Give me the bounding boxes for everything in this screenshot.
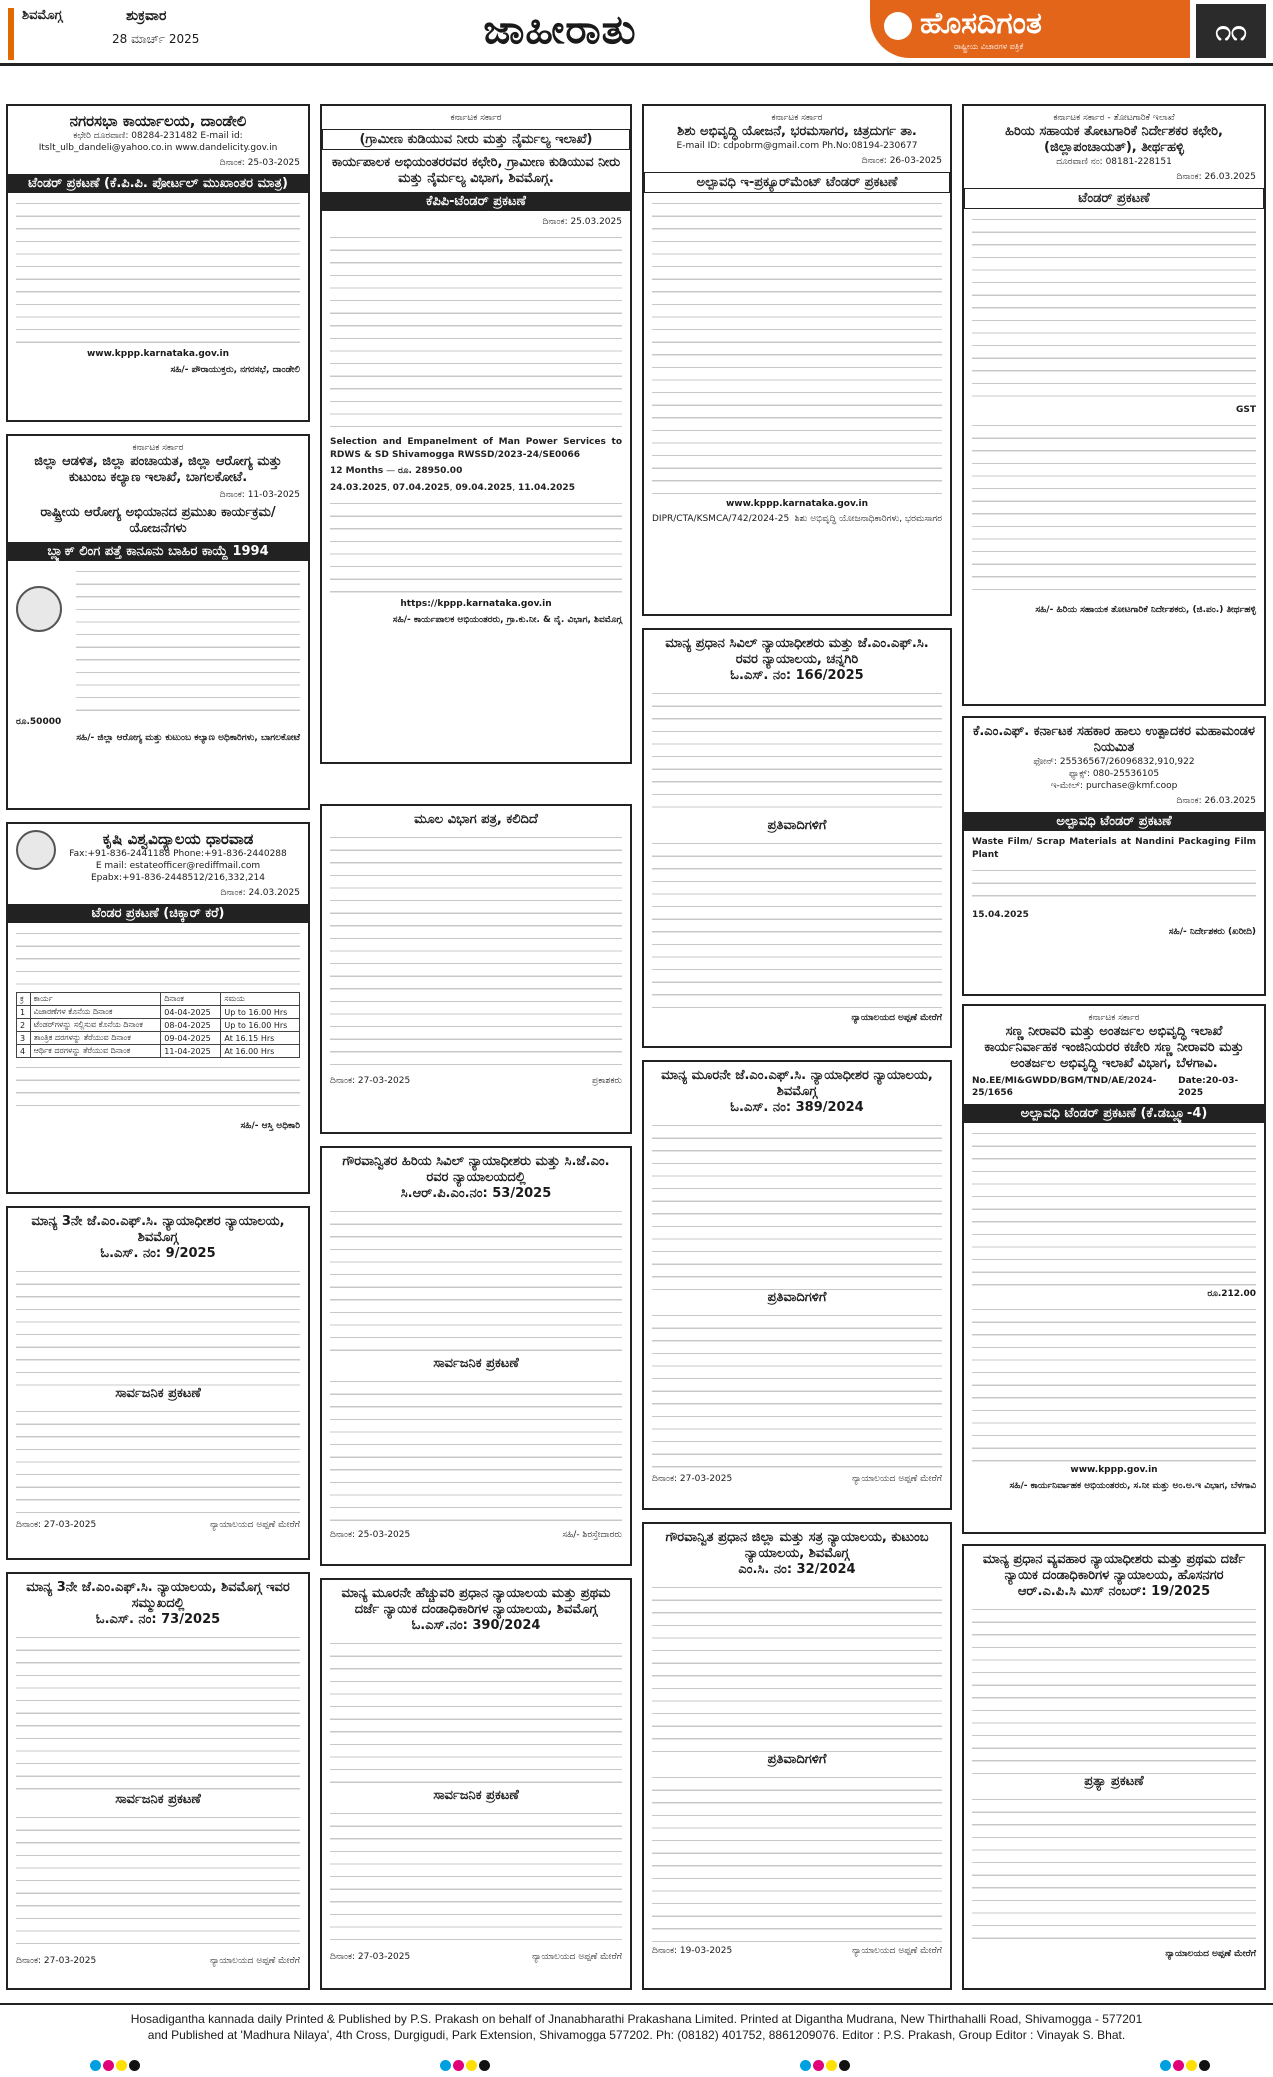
case-number: ಆರ್.ಎ.ಪಿ.ಸಿ ಮಿಸ್ ನಂಬರ್: 19/2025 [1017,1584,1211,1599]
ad-date-2: 07.04.2025 [392,482,450,493]
table-row [17,1045,300,1058]
ad-date: ದಿನಾಂಕ: 26.03.2025 [1176,172,1256,182]
section-title: ಜಾಹೀರಾತು [483,6,637,53]
ad-signature: ನ್ಯಾಯಾಲಯದ ಅಪ್ಪಣೆ ಮೇರೆಗೆ [209,1520,300,1530]
ad-signature: ನ್ಯಾಯಾಲಯದ ಅಪ್ಪಣೆ ಮೇರೆಗೆ [531,1952,622,1962]
ad-body-text [972,1128,1256,1288]
ad-title: ಸಣ್ಣ ನೀರಾವರಿ ಮತ್ತು ಅಂತರ್ಜಲ ಅಭಿವೃದ್ಧಿ ಇಲಾಖೆ ಕಾರ್ಯನಿರ್ವಾಹಕ ಇಂಜಿನಿಯರರ ಕಚೇರಿ ಸಣ್ಣ ನೀರಾವರಿ ಮತ್ತು ಅಂತರ್ಜಲ ಅಭಿವೃದ್ಧಿ ಇಲಾಖೆ ವಿಭಾಗ, ಬೆಳಗಾವಿ. [984,1024,1244,1071]
ad-body-text-2 [652,838,942,1008]
ad-body-text [16,1632,300,1792]
magenta-dot-icon [453,2060,464,2071]
ad-date: ದಿನಾಂಕ: 25.03.2025 [542,217,622,227]
table-header-row [17,993,300,1006]
ad-body-text-2 [652,1310,942,1470]
paper-logo [870,0,1190,58]
ad-subtitle: ಸಾರ್ವಜನಿಕ ಪ್ರಕಟಣೆ [115,1386,201,1401]
masthead [0,0,1273,66]
imprint-footer [0,2003,1273,2047]
logo-emblem-icon [884,12,912,40]
ad-dates: 24.03.2025, 07.04.2025, 09.04.2025, 11.04.2025 [330,482,575,493]
ad-ref: No.EE/MI&GWDD/BGM/TND/AE/2024-25/1656 [972,1076,1157,1098]
magenta-dot-icon [813,2060,824,2071]
table-row [17,1032,300,1045]
ad-title: ಗೌರವಾನ್ವಿತರ ಹಿರಿಯ ಸಿವಿಲ್ ನ್ಯಾಯಾಧೀಶರು ಮತ್ತು ಸಿ.ಜೆ.ಎಂ. ರವರ ನ್ಯಾಯಾಲಯದಲ್ಲಿ [342,1154,610,1185]
ad-email: E-mail ID: cdpobrm@gmail.com Ph.No:08194-230677 [676,141,918,151]
ad-fax: ಫ್ಯಾಕ್ಸ್: 080-25536105 [1068,769,1160,779]
ad-cdpo-bharamasagara [642,104,952,616]
ad-title: ಮೂಲ ವಿಭಾಗ ಪತ್ರ, ಕಲಿದಿದೆ [414,812,538,827]
ad-date-1: 24.03.2025 [330,482,387,493]
cyan-dot-icon [800,2060,811,2071]
issue-day: ಶುಕ್ರವಾರ [126,8,167,24]
issue-info [8,8,228,60]
case-number: ಓ.ಎಸ್. ನಂ: 166/2025 [730,668,864,683]
table-header-cell: ಕಾರ್ಯ [30,993,161,1006]
ad-signature: ನ್ಯಾಯಾಲಯದ ಅಪ್ಪಣೆ ಮೇರೆಗೆ [851,1474,942,1484]
table-cell: Up to 16.00 Hrs [221,1006,300,1019]
ad-body-text [972,214,1256,404]
ad-court-notice-os9 [6,1206,310,1560]
table-cell: ಟೆಂಡರ್‌ಗಳನ್ನು ಸಲ್ಲಿಸುವ ಕೊನೆಯ ದಿನಾಂಕ [30,1019,161,1032]
ad-body-text [16,1266,300,1386]
black-dot-icon [129,2060,140,2071]
case-number: ಓ.ಎಸ್. ನಂ: 389/2024 [730,1100,864,1115]
ad-title: ಕೃಷಿ ವಿಶ್ವವಿದ್ಯಾಲಯ ಧಾರವಾಡ [102,830,254,848]
ad-phone: ಫೋನ್: 25536567/26096832,910,922 [1033,757,1195,767]
ad-court-mc32 [642,1522,952,1990]
magenta-dot-icon [1173,2060,1184,2071]
table-cell: Up to 16.00 Hrs [221,1019,300,1032]
ad-body-text-2 [972,1794,1256,1944]
emblem-icon [16,586,62,632]
table-cell: 09-04-2025 [161,1032,221,1045]
ad-title: ಜಿಲ್ಲಾ ಆಡಳಿತ, ಜಿಲ್ಲಾ ಪಂಚಾಯತ, ಜಿಲ್ಲಾ ಆರೋಗ್ಯ ಮತ್ತು ಕುಟುಂಬ ಕಲ್ಯಾಣ ಇಲಾಖೆ, ಬಾಗಲಕೋಟೆ. [34,454,282,485]
ad-band: ಬ್ಲ್ಯಾಕ್ ಲಿಂಗ ಪತ್ತೆ ಕಾನೂನು ಬಾಹಿರ ಕಾಯ್ದೆ 1994 [8,542,308,561]
ad-body-text-2 [330,1376,622,1526]
ad-band: (ಗ್ರಾಮೀಣ ಕುಡಿಯುವ ನೀರು ಮತ್ತು ನೈರ್ಮಲ್ಯ ಇಲಾಖೆ) [322,129,630,150]
ad-govt: ಕರ್ನಾಟಕ ಸರ್ಕಾರ [771,113,823,123]
ad-court-hosanagara [962,1544,1266,1990]
ad-body-text-2 [330,498,622,598]
ad-signature: ನ್ಯಾಯಾಲಯದ ಅಪ್ಪಣೆ ಮೇರೆಗೆ [851,1946,942,1956]
ad-signature: ಸಹಿ/- ಕಾರ್ಯಪಾಲಕ ಅಭಿಯಂತರರು, ಗ್ರಾ.ಕು.ನೀ. & ನೈ. ವಿಭಾಗ, ಶಿವಮೊಗ್ಗ [392,615,622,626]
registration-marks-center-left [440,2060,490,2072]
ad-signature: ನ್ಯಾಯಾಲಯದ ಅಪ್ಪಣೆ ಮೇರೆಗೆ [1165,1949,1256,1959]
table-cell: ವಿಜಾರಣೆಗಳ ಕೊನೆಯ ದಿನಾಂಕ [30,1006,161,1019]
ad-email: ಇ-ಮೇಲ್: purchase@kmf.coop [1050,781,1178,791]
ad-minor-irrigation-belagavi [962,1004,1266,1534]
ad-subtitle: ಪ್ರತಿವಾದಿಗಳಿಗೆ [767,1752,827,1767]
ad-signature: ಸಹಿ/- ನಿರ್ದೇಶಕರು (ಖರೀದಿ) [1168,926,1256,937]
ad-signature: ಶಿಶು ಅಭಿವೃದ್ಧಿ ಯೋಜನಾಧಿಕಾರಿಗಳು, ಭರಮಸಾಗರ [794,514,942,524]
ad-date: ದಿನಾಂಕ: 26-03-2025 [861,156,942,166]
ad-title: ಹಿರಿಯ ಸಹಾಯಕ ತೋಟಗಾರಿಕೆ ನಿರ್ದೇಶಕರ ಕಛೇರಿ, (ಜಿಲ್ಲಾಪಂಚಾಯತ್), ತೀರ್ಥಹಳ್ಳಿ [1005,124,1223,155]
registration-marks-left [90,2060,140,2072]
ad-govt: ಕರ್ನಾಟಕ ಸರ್ಕಾರ - ತೋಟಗಾರಿಕೆ ಇಲಾಖೆ [1053,113,1175,123]
ad-horticulture-thirthahalli [962,104,1266,706]
table-cell: 2 [17,1019,31,1032]
ad-date: ದಿನಾಂಕ: 27-03-2025 [330,1952,411,1962]
university-logo-icon [16,830,56,870]
ad-phone: ದೂರವಾಣಿ ನಂ: 08181-228151 [1056,157,1172,167]
registration-marks-center-right [800,2060,850,2072]
ad-title: ಮಾನ್ಯ ಪ್ರಧಾನ ವ್ಯವಹಾರ ನ್ಯಾಯಾಧೀಶರು ಮತ್ತು ಪ್ರಥಮ ದರ್ಜೆ ನ್ಯಾಯಿಕ ದಂಡಾಧಿಕಾರಿಗಳ ನ್ಯಾಯಾಲಯ, ಹೊಸನಗರ [982,1552,1246,1583]
ad-date-3: 09.04.2025 [455,482,513,493]
page-number: ೧೧ [1196,4,1266,58]
ad-date: ದಿನಾಂಕ: 27-03-2025 [330,1076,411,1086]
ad-date: ದಿನಾಂಕ: 25-03-2025 [330,1530,411,1540]
ad-rdws-shivamogga [320,104,632,764]
imprint-line-1: Hosadigantha kannada daily Printed & Published by P.S. Prakash on behalf of Jnanabharathi Prakashana Limited. Printed at Digantha Mudrana, New Thirthahalli Road, Shivamogga - 577201 [130,2012,1143,2026]
ad-title: ಮಾನ್ಯ 3ನೇ ಜೆ.ಎಂ.ಎಫ್.ಸಿ. ನ್ಯಾಯಾಧೀಶರ ನ್ಯಾಯಾಲಯ, ಶಿವಮೊಗ್ಗ [31,1214,285,1245]
ad-body-text [330,1638,622,1788]
yellow-dot-icon [466,2060,477,2071]
black-dot-icon [839,2060,850,2071]
black-dot-icon [479,2060,490,2071]
ad-band: ಅಲ್ಪಾವಧಿ ಟೆಂಡರ್ ಪ್ರಕಟಣೆ (ಕೆ.ಡಬ್ಲ್ಯೂ-4) [964,1104,1264,1123]
ad-title: ಕಾರ್ಯಪಾಲಕ ಅಭಿಯಂತರರವರ ಕಛೇರಿ, ಗ್ರಾಮೀಣ ಕುಡಿಯುವ ನೀರು ಮತ್ತು ನೈರ್ಮಲ್ಯ ವಿಭಾಗ, ಶಿವಮೊಗ್ಗ. [331,155,621,186]
ad-code: DIPR/CTA/KSMCA/742/2024-25 [652,514,790,524]
ad-signature: ಸಹಿ/- ಪೌರಾಯುಕ್ತರು, ನಗರಸಭೆ, ದಾಂಡೇಲಿ [170,365,300,375]
ad-date: ದಿನಾಂಕ: 27-03-2025 [16,1520,97,1530]
table-cell: ತಾಂತ್ರಿಕ ದರಗಳನ್ನು ತೆರೆಯುವ ದಿನಾಂಕ [30,1032,161,1045]
ad-body-text-2 [652,1772,942,1942]
column-2 [320,104,632,1990]
ad-title: ಗೌರವಾನ್ವಿತ ಪ್ರಧಾನ ಜಿಲ್ಲಾ ಮತ್ತು ಸತ್ರ ನ್ಯಾಯಾಲಯ, ಕುಟುಂಬ ನ್ಯಾಯಾಲಯ, ಶಿವಮೊಗ್ಗ [665,1530,929,1561]
ad-signature: ಸಹಿ/- ಕಾರ್ಯನಿರ್ವಾಹಕ ಅಭಿಯಂತರರು, ಸ.ನೀ ಮತ್ತು ಅಂ.ಅ.ಇ ವಿಭಾಗ, ಬೆಳಗಾವಿ [1009,1481,1256,1491]
ad-title: ಮಾನ್ಯ ಮೂರನೇ ಹೆಚ್ಚುವರಿ ಪ್ರಧಾನ ನ್ಯಾಯಾಲಯ ಮತ್ತು ಪ್ರಥಮ ದರ್ಜೆ ನ್ಯಾಯಿಕ ದಂಡಾಧಿಕಾರಿಗಳ ನ್ಯಾಯಾಲಯ, ಶಿವಮೊಗ್ಗ [341,1586,611,1617]
ad-body-text-2 [16,1406,300,1516]
ad-web: www.kppp.karnataka.gov.in [86,349,230,359]
ad-body-text [330,232,622,432]
ad-govt: ಕರ್ನಾಟಕ ಸರ್ಕಾರ [450,113,502,123]
ad-body-text [16,198,300,348]
ad-subtitle: ಸಾರ್ವಜನಿಕ ಪ್ರಕಟಣೆ [433,1788,519,1803]
ad-court-crpm53 [320,1146,632,1566]
table-header-cell: ಕ್ರ [17,993,31,1006]
ad-months: 12 Months [330,466,384,477]
imprint-line-2: and Published at 'Madhura Nilaya', 4th Cross, Durgigudi, Park Extension, Shivamogga 577202. Ph: (08182) 401752, 8861209076. Editor : P.S. Prakash, Group Editor : Vinayak S. Bhat. [147,2028,1126,2042]
case-number: ಓ.ಎಸ್. ನಂ: 73/2025 [95,1612,221,1627]
tender-schedule-table [16,992,300,1058]
ad-gst: GST [1235,405,1256,415]
ad-dandeli-tender [6,104,310,422]
ad-govt: ಕರ್ನಾಟಕ ಸರ್ಕಾರ [132,443,184,453]
ad-web: www.kppp.gov.in [1070,1465,1158,1475]
ad-band: ಟೆಂಡರ್ ಪ್ರಕಟಣೆ (ಕೆ.ಪಿ.ಪಿ. ಪೋರ್ಟಲ್ ಮುಖಾಂತರ ಮಾತ್ರ) [8,174,308,193]
ad-title: ಮಾನ್ಯ ಪ್ರಧಾನ ಸಿವಿಲ್ ನ್ಯಾಯಾಧೀಶರು ಮತ್ತು ಜೆ.ಎಂ.ಎಫ್.ಸಿ. ರವರ ನ್ಯಾಯಾಲಯ, ಚನ್ನಗಿರಿ [665,636,929,667]
ad-date-4: 11.04.2025 [518,482,575,493]
table-row [17,1019,300,1032]
ad-court-os166 [642,628,952,1048]
ad-date: ದಿನಾಂಕ: 11-03-2025 [219,490,300,500]
ad-title: ಮಾನ್ಯ 3ನೇ ಜೆ.ಎಂ.ಎಫ್.ಸಿ. ನ್ಯಾಯಾಲಯ, ಶಿವಮೊಗ್ಗ ಇವರ ಸಮ್ಮುಖದಲ್ಲಿ [26,1580,290,1611]
ad-band: ಟೆಂಡರ್ ಪ್ರಕಟಣೆ [964,188,1264,209]
cyan-dot-icon [1160,2060,1171,2071]
ad-body-text [16,928,300,988]
case-number: ಸಿ.ಆರ್.ಪಿ.ಎಂ.ನಂ: 53/2025 [400,1186,552,1201]
ad-kmf-tender [962,716,1266,996]
ad-court-os390 [320,1578,632,1990]
ad-signature: ಸಹಿ/- ಜಿಲ್ಲಾ ಆರೋಗ್ಯ ಮತ್ತು ಕುಟುಂಬ ಕಲ್ಯಾಣ ಅಧಿಕಾರಿಗಳು, ಬಾಗಲಕೋಟೆ [76,733,300,743]
ad-date: ದಿನಾಂಕ: 26.03.2025 [1176,796,1256,806]
ad-body-text-2 [16,1812,300,1952]
ad-title: ಶಿಶು ಅಭಿವೃದ್ಧಿ ಯೋಜನೆ, ಭರಮಸಾಗರ, ಚಿತ್ರದುರ್ಗ ತಾ. [677,124,917,139]
ad-signature: ಪ್ರಕಾಶಕರು [592,1076,622,1086]
ad-notice-mula [320,804,632,1134]
yellow-dot-icon [116,2060,127,2071]
ad-date: Date:20-03-2025 [1178,1076,1239,1098]
ad-dharwad-university [6,822,310,1194]
black-dot-icon [1199,2060,1210,2071]
table-cell: ಆರ್ಥಿಕ ದರಗಳನ್ನು ತೆರೆಯುವ ದಿನಾಂಕ [30,1045,161,1058]
ad-body-text [652,688,942,818]
table-cell: At 16.15 Hrs [221,1032,300,1045]
ad-govt: ಕರ್ನಾಟಕ ಸರ್ಕಾರ [1088,1013,1140,1023]
ad-body-text [330,832,622,1072]
table-cell: 04-04-2025 [161,1006,221,1019]
city-name: ಶಿವಮೊಗ್ಗ [22,8,63,23]
cyan-dot-icon [90,2060,101,2071]
ad-court-notice-os73 [6,1572,310,1990]
magenta-dot-icon [103,2060,114,2071]
ad-body-text [652,1582,942,1752]
case-number: ಓ.ಎಸ್. ನಂ: 9/2025 [100,1246,216,1261]
ad-title: ನಗರಸಭಾ ಕಾರ್ಯಾಲಯ, ದಾಂಡೇಲಿ [69,112,247,130]
table-cell: 1 [17,1006,31,1019]
table-row [17,1006,300,1019]
table-cell: 3 [17,1032,31,1045]
ad-date: ದಿನಾಂಕ: 19-03-2025 [652,1946,733,1956]
ad-body-text-2 [330,1808,622,1948]
column-3 [642,104,952,1990]
ad-subtitle: ಸಾರ್ವಜನಿಕ ಪ್ರಕಟಣೆ [433,1356,519,1371]
ad-amount: ರೂ.50000 [16,717,62,727]
ad-date: ದಿನಾಂಕ: 25-03-2025 [219,158,300,168]
ad-duration: 12 Months — ರೂ. 28950.00 [330,466,463,477]
ad-band: ಅಲ್ಪಾವಧಿ ಟೆಂಡರ್ ಪ್ರಕಟಣೆ [964,812,1264,831]
ad-band: ಟೆಂಡರ ಪ್ರಕಟಣೆ (ಚಿಕ್ಕಾರ್ ಕರೆ) [8,904,308,923]
ad-date: ದಿನಾಂಕ: 27-03-2025 [652,1474,733,1484]
ad-closing-date: 15.04.2025 [972,910,1029,921]
issue-date: 28 ಮಾರ್ಚ್ 2025 [112,32,200,46]
ad-subtitle: ಪ್ರತ್ಯಾ ಪ್ರಕಟಣೆ [1084,1774,1144,1789]
ad-email: E mail: estateofficer@rediffmail.com [95,861,261,871]
ad-title: ಕೆ.ಎಂ.ಎಫ್. ಕರ್ನಾಟಕ ಸಹಕಾರ ಹಾಲು ಉತ್ಪಾದಕರ ಮಹಾಮಂಡಳ ನಿಯಮಿತ [972,724,1255,755]
yellow-dot-icon [826,2060,837,2071]
ad-bagalkot-health [6,434,310,810]
ad-signature: ನ್ಯಾಯಾಲಯದ ಅಪ್ಪಣೆ ಮೇರೆಗೆ [851,1013,942,1023]
ad-signature: ಸಹಿ/- ಆಸ್ತಿ ಅಧಿಕಾರಿ [240,1121,300,1131]
table-header-cell: ಸಮಯ [221,993,300,1006]
table-cell: 08-04-2025 [161,1019,221,1032]
ad-body-text [652,198,942,498]
ad-subtitle: ರಾಷ್ಟ್ರೀಯ ಆರೋಗ್ಯ ಅಭಿಯಾನದ ಪ್ರಮುಖ ಕಾರ್ಯಕ್ರಮ/ಯೋಜನೆಗಳು [40,505,276,536]
registration-marks-right [1160,2060,1210,2072]
ad-body-text [652,1120,942,1290]
ad-work-name: Selection and Empanelment of Man Power Services to RDWS & SD Shivamogga RWSSD/2023-24/SE0066 [330,437,622,460]
paper-name: ಹೊಸದಿಗಂತ [920,6,1042,41]
ad-date: ದಿನಾಂಕ: 27-03-2025 [16,1956,97,1966]
table-cell: 4 [17,1045,31,1058]
ad-amount: ರೂ. 28950.00 [398,466,463,477]
ad-band: ಅಲ್ಪಾವಧಿ ಇ-ಪ್ರಕ್ಯೂರ್‌ಮೆಂಟ್ ಟೆಂಡರ್ ಪ್ರಕಟಣೆ [644,172,950,193]
yellow-dot-icon [1186,2060,1197,2071]
ad-contact: ಕಛೇರಿ ದೂರವಾಣಿ: 08284-231482 E-mail id: Itslt_ulb_dandeli@yahoo.co.in www.dandelicity.gov.in [38,131,278,153]
ad-subtitle: ಸಾರ್ವಜನಿಕ ಪ್ರಕಟಣೆ [115,1792,201,1807]
ad-fax: Fax:+91-836-2441188 Phone:+91-836-2440288 [69,849,287,859]
ad-signature: ನ್ಯಾಯಾಲಯದ ಅಪ್ಪಣೆ ಮೇರೆಗೆ [209,1956,300,1966]
ad-body-text [972,1604,1256,1774]
ad-title: ಮಾನ್ಯ ಮೂರನೇ ಜೆ.ಎಂ.ಎಫ್.ಸಿ. ನ್ಯಾಯಾಧೀಶರ ನ್ಯಾಯಾಲಯ, ಶಿವಮೊಗ್ಗ [661,1068,933,1099]
ad-body-text [972,865,1256,905]
column-1 [6,104,310,1990]
ad-signature: ಸಹಿ/- ಶಿರಸ್ತೇದಾರರು [562,1530,622,1540]
case-number: ಓ.ಎಸ್.ನಂ: 390/2024 [411,1618,541,1633]
table-header-cell: ದಿನಾಂಕ [161,993,221,1006]
cyan-dot-icon [440,2060,451,2071]
ad-body-text [76,566,300,716]
ad-web: https://kppp.karnataka.gov.in [400,599,552,610]
ad-subtitle: ಪ್ರತಿವಾದಿಗಳಿಗೆ [767,818,827,833]
ad-body-text-2 [16,1062,300,1116]
column-4 [962,104,1266,1990]
case-number: ಎಂ.ಸಿ. ನಂ: 32/2024 [738,1562,856,1577]
ad-web: www.kppp.karnataka.gov.in [725,499,869,509]
paper-tagline: ರಾಷ್ಟ್ರೀಯ ವಿಚಾರಗಳ ಪತ್ರಿಕೆ [954,42,1024,51]
ad-body-text-2 [972,1304,1256,1464]
ad-item: Waste Film/ Scrap Materials at Nandini Packaging Film Plant [972,837,1256,860]
ad-epabx: Epabx:+91-836-2448512/216,332,214 [90,873,266,883]
ad-court-os389 [642,1060,952,1510]
ad-body-text-2 [972,420,1256,600]
table-cell: At 16.00 Hrs [221,1045,300,1058]
ad-subtitle: ಪ್ರತಿವಾದಿಗಳಿಗೆ [767,1290,827,1305]
ad-amount: ರೂ.212.00 [1207,1289,1256,1299]
ad-signature: ಸಹಿ/- ಹಿರಿಯ ಸಹಾಯಕ ತೋಟಗಾರಿಕೆ ನಿರ್ದೇಶಕರು, (ಜಿ.ಪಂ.) ತೀರ್ಥಹಳ್ಳಿ [1035,605,1256,615]
ad-body-text [330,1206,622,1356]
ad-band-2: ಕೆಪಿಪಿ-ಟೆಂಡರ್ ಪ್ರಕಟಣೆ [322,192,630,211]
ad-date: ದಿನಾಂಕ: 24.03.2025 [220,888,300,898]
table-cell: 11-04-2025 [161,1045,221,1058]
